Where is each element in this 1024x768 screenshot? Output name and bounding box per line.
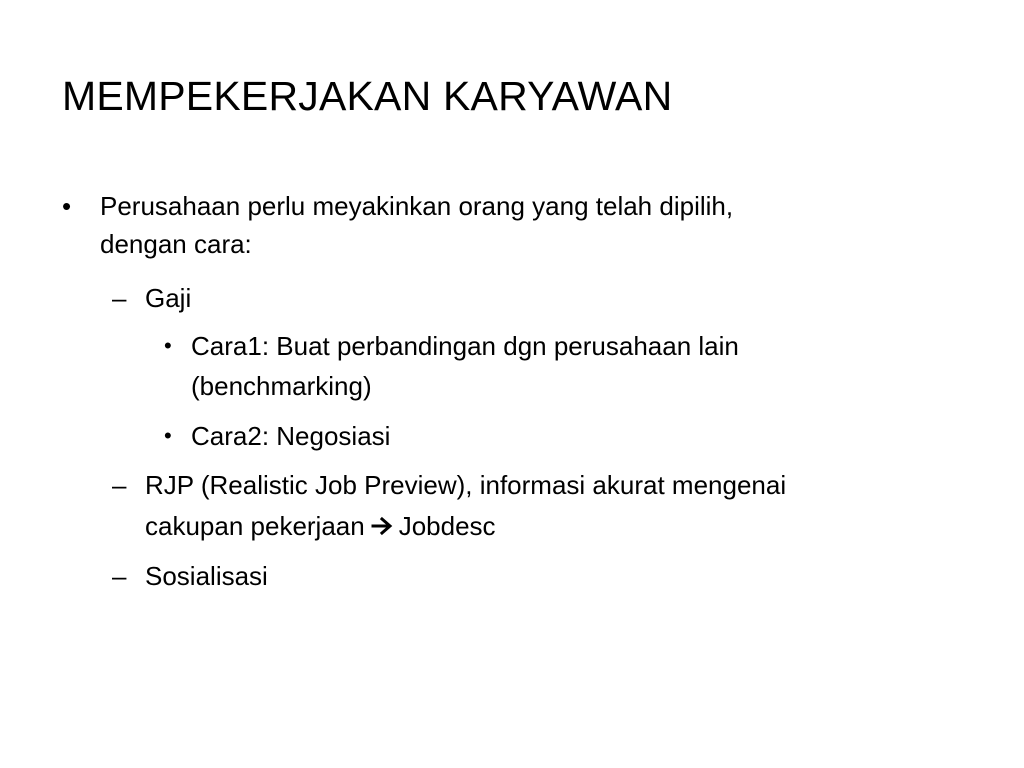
sub-sub-bullet-text-line: (benchmarking)	[191, 371, 372, 401]
bullet-marker: •	[164, 333, 172, 358]
dash-marker: –	[112, 561, 127, 591]
bullet-text-line: Perusahaan perlu meyakinkan orang yang telah dipilih,	[100, 191, 734, 221]
dash-marker: –	[112, 470, 127, 500]
bullet-marker: •	[62, 191, 72, 221]
sub-bullet-text-pre: cakupan pekerjaan	[145, 511, 365, 541]
sub-bullet-text-line	[145, 506, 496, 546]
sub-bullet-text: Gaji	[145, 283, 192, 313]
sub-bullet-text-line: RJP (Realistic Job Preview), informasi akurat mengenai	[145, 470, 787, 500]
bullet-text-line: dengan cara:	[100, 229, 252, 259]
sub-sub-bullet-text-line: Cara1: Buat perbandingan dgn perusahaan lain	[191, 331, 739, 361]
bullet-marker: •	[164, 423, 172, 448]
dash-marker: –	[112, 283, 127, 313]
sub-bullet-text-post: Jobdesc	[398, 511, 496, 541]
right-arrow-icon	[365, 515, 399, 537]
slide-title: MEMPEKERJAKAN KARYAWAN	[62, 73, 673, 119]
sub-bullet-text: Sosialisasi	[145, 561, 268, 591]
sub-sub-bullet-text: Cara2: Negosiasi	[191, 421, 391, 451]
